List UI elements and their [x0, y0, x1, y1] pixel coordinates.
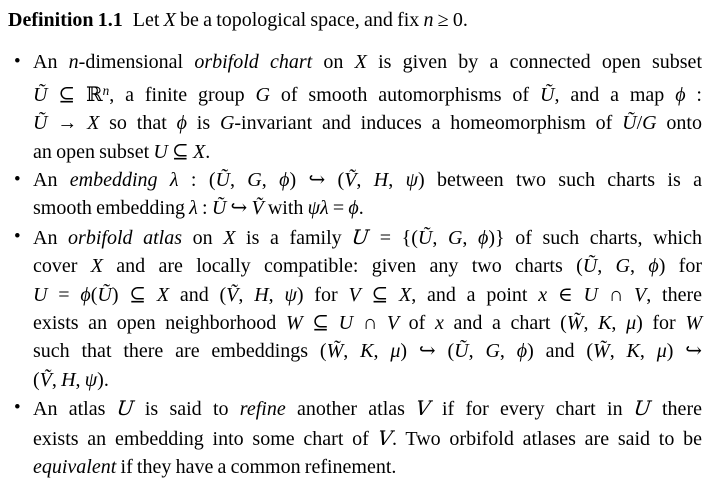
text-line — [33, 109, 702, 137]
text-segment: U — [632, 396, 653, 421]
text-segment: . — [205, 140, 211, 163]
text-segment: An atlas — [33, 398, 117, 421]
text-segment: refine — [239, 398, 286, 421]
text-segment: = — [328, 197, 349, 220]
text-line — [33, 424, 702, 453]
text-segment: ( — [33, 368, 40, 391]
text-segment: , — [229, 168, 248, 191]
text-segment: equivalent — [33, 456, 117, 479]
text-line — [33, 223, 702, 252]
text-segment: , — [51, 368, 62, 391]
text-segment: U — [33, 283, 48, 306]
text-segment: orbifold chart — [194, 51, 313, 74]
text-segment: and a chart ( — [443, 312, 567, 334]
text-segment: and ( — [169, 283, 227, 306]
text-segment: K — [360, 340, 374, 363]
text-segment: n — [68, 51, 79, 74]
text-segment: W̃ — [326, 340, 344, 363]
text-segment: , — [268, 283, 285, 306]
text-segment: ( — [90, 283, 98, 306]
text-segment: : — [197, 197, 212, 220]
text-line — [33, 281, 702, 309]
text-segment: )} of such charts, which — [488, 226, 702, 249]
bullet-marker-icon: • — [14, 168, 21, 190]
bullet-marker-icon: • — [14, 51, 21, 73]
text-segment: , — [583, 312, 599, 334]
text-segment: G — [219, 112, 235, 135]
text-segment: V — [414, 396, 433, 421]
text-line — [33, 453, 702, 481]
text-segment: , a finite group — [109, 83, 256, 106]
text-segment: , and a point — [411, 283, 539, 306]
text-segment: ∩ — [353, 312, 387, 334]
text-segment: , — [388, 168, 406, 191]
text-segment: ϕ — [478, 226, 489, 249]
text-line — [33, 337, 702, 365]
text-segment: G — [247, 168, 262, 191]
bullet-item-orbifold-atlas — [13, 223, 702, 394]
text-segment: Ṽ — [344, 168, 357, 191]
text-segment: on — [312, 51, 355, 74]
text-segment: Ũ — [33, 112, 48, 135]
text-segment: onto — [656, 112, 702, 135]
text-segment: ). — [97, 368, 109, 391]
text-segment: W̃ — [593, 340, 610, 363]
text-segment: with — [263, 197, 308, 220]
text-segment: there — [650, 398, 702, 421]
text-segment: Ṽ — [226, 283, 239, 306]
text-segment: x — [434, 312, 444, 334]
text-segment — [158, 169, 170, 191]
text-line — [33, 77, 702, 109]
text-segment: ℝ — [86, 81, 103, 106]
text-segment: ) ⊆ — [111, 283, 157, 306]
text-segment: is said to — [133, 398, 240, 421]
text-segment: K — [598, 312, 612, 334]
text-segment: , — [343, 340, 361, 363]
text-segment: ϕ — [675, 83, 686, 106]
text-segment: on — [182, 226, 224, 249]
text-segment: ∈ — [547, 283, 584, 306]
text-segment: / — [636, 112, 643, 135]
text-segment: U — [350, 224, 371, 249]
text-segment: X — [223, 226, 236, 249]
text-segment: ⊆ — [302, 312, 339, 334]
text-line — [33, 366, 702, 394]
text-segment: X — [87, 112, 100, 135]
text-segment: Ũ — [622, 112, 637, 135]
text-segment: is — [186, 112, 220, 135]
text-segment: . Two orbifold atlases are said to be — [392, 427, 702, 450]
text-segment: = — [47, 283, 81, 306]
text-segment: exists an embedding into some chart of — [33, 427, 378, 450]
text-segment: Definition 1.1 — [8, 9, 123, 31]
text-segment: ) ↪ ( — [289, 168, 345, 191]
text-segment: ≥ 0. — [433, 9, 468, 31]
text-segment: G — [255, 83, 270, 106]
text-segment: , — [373, 340, 391, 363]
text-segment: W̃ — [566, 312, 584, 334]
text-segment: ψ — [284, 283, 297, 306]
text-segment: , — [468, 340, 486, 363]
text-segment: V — [386, 312, 400, 334]
text-segment: an open subset — [33, 140, 154, 163]
text-segment: H — [373, 168, 389, 191]
text-segment: : — [685, 83, 702, 106]
text-segment: ) ↪ — [666, 340, 703, 363]
text-line — [33, 48, 702, 76]
text-segment: H — [61, 368, 76, 391]
text-segment: X — [192, 140, 206, 163]
text-segment: ⊆ — [167, 140, 193, 163]
text-segment: λ — [189, 197, 198, 220]
text-segment: ϕ — [80, 283, 91, 306]
text-segment: Ũ — [211, 197, 227, 220]
text-segment: An — [33, 51, 69, 74]
text-segment: ϕ — [279, 168, 290, 191]
text-segment: X — [399, 283, 412, 306]
text-segment: Ũ — [97, 283, 112, 306]
text-segment: , — [261, 168, 280, 191]
text-segment: G — [615, 255, 630, 278]
text-segment: ⊆ — [360, 283, 399, 306]
text-segment: G — [447, 226, 463, 249]
text-segment: ) between two such charts is a — [417, 168, 702, 191]
text-segment: , there — [646, 283, 703, 306]
text-segment: G — [485, 340, 500, 363]
text-segment: , — [432, 226, 448, 249]
text-segment: An — [33, 168, 70, 191]
text-segment: An — [33, 226, 69, 249]
text-segment: U — [583, 283, 598, 306]
text-segment: X — [156, 283, 170, 306]
text-segment: U — [153, 140, 168, 163]
text-segment: Ũ — [215, 168, 230, 191]
text-segment: V — [348, 283, 361, 306]
text-segment: μ — [656, 340, 667, 363]
text-segment: X — [90, 255, 103, 278]
text-segment: μ — [626, 312, 637, 334]
text-segment: cover — [33, 255, 91, 278]
text-segment: Ũ — [454, 340, 469, 363]
text-segment: -dimensional — [78, 51, 195, 74]
text-segment: embedding — [69, 168, 158, 191]
text-segment: W — [685, 312, 703, 334]
text-segment: V — [376, 425, 394, 450]
text-segment: , — [597, 255, 616, 278]
text-segment: ψ — [84, 368, 98, 391]
text-segment: Ṽ — [251, 197, 264, 220]
text-segment: Ũ — [539, 83, 555, 106]
text-segment: X — [163, 9, 176, 31]
text-segment: K — [626, 340, 640, 363]
text-segment: H — [254, 283, 269, 306]
text-segment: , — [75, 368, 85, 391]
text-segment: μ — [390, 340, 401, 363]
text-segment: ) and ( — [527, 340, 594, 363]
text-segment: such that there are embeddings ( — [33, 340, 327, 363]
definition-bullet-list — [13, 48, 702, 481]
text-segment: ) ↪ ( — [400, 340, 455, 363]
text-segment: -invariant and induces a homeomorphism of — [234, 112, 623, 135]
text-segment: , — [462, 226, 478, 249]
bullet-item-orbifold-chart — [13, 48, 702, 166]
text-segment: ↪ — [226, 197, 252, 220]
text-segment: ϕ — [648, 255, 659, 278]
text-segment: is given by a connected open subset — [366, 51, 702, 74]
text-segment: if for every chart in — [430, 398, 634, 421]
text-segment: → — [47, 112, 88, 135]
text-segment: , and a map — [554, 83, 676, 106]
text-line — [33, 394, 702, 423]
text-segment: . — [358, 197, 364, 220]
text-segment: ) for — [636, 312, 686, 334]
text-segment: G — [642, 112, 657, 135]
text-segment: ∩ — [598, 283, 635, 306]
text-segment: x — [538, 283, 548, 306]
text-segment: , — [609, 340, 627, 363]
text-segment: Ṽ — [39, 368, 52, 391]
text-line — [33, 166, 702, 194]
text-segment: of smooth automorphisms of — [269, 83, 540, 106]
text-segment: another atlas — [285, 398, 417, 421]
text-segment: so that — [99, 112, 177, 135]
text-segment: smooth embedding — [33, 197, 190, 220]
bullet-item-refine-equivalent — [13, 394, 702, 481]
text-segment: , — [238, 283, 255, 306]
text-segment: X — [354, 51, 367, 74]
text-segment: ) for — [658, 255, 702, 278]
text-line — [8, 6, 702, 34]
text-segment: ϕ — [516, 340, 528, 363]
text-segment: , — [499, 340, 517, 363]
text-segment: = {( — [369, 226, 418, 249]
text-segment: U — [338, 312, 354, 334]
bullet-marker-icon: • — [14, 225, 21, 247]
text-segment: ⊆ — [47, 83, 86, 106]
text-segment: ϕ — [176, 112, 187, 135]
text-segment: , — [356, 168, 374, 191]
text-line — [33, 252, 702, 280]
text-segment: orbifold atlas — [68, 226, 182, 249]
text-line — [33, 138, 702, 166]
bullet-item-embedding — [13, 166, 702, 223]
text-segment: ) for — [296, 283, 349, 306]
text-segment: , — [639, 340, 657, 363]
text-segment: Let — [122, 9, 164, 31]
text-segment: V — [634, 283, 647, 306]
text-segment: : ( — [178, 168, 216, 191]
text-segment: Ũ — [33, 83, 48, 106]
text-line — [33, 194, 702, 222]
text-segment: is a family — [235, 226, 353, 249]
text-segment: of — [399, 312, 435, 334]
text-segment: if they have a common refinement. — [116, 456, 397, 479]
text-segment: , — [611, 312, 627, 334]
text-segment: exists an open neighborhood — [33, 312, 286, 334]
text-segment: n — [423, 9, 434, 31]
text-segment: Ũ — [417, 226, 433, 249]
definition-heading — [8, 6, 702, 34]
text-segment: ψ — [405, 168, 418, 191]
text-segment: W — [285, 312, 303, 334]
text-segment: U — [115, 396, 136, 421]
text-segment: Ũ — [582, 255, 598, 278]
text-segment: ψλ — [307, 197, 329, 220]
text-line — [33, 309, 702, 337]
text-segment: be a topological space, and fix — [175, 9, 424, 31]
text-segment: n — [102, 82, 110, 98]
text-segment: λ — [169, 168, 179, 191]
text-segment: and are locally compatible: given any two charts ( — [102, 255, 583, 278]
text-segment: , — [630, 255, 649, 278]
bullet-marker-icon: • — [14, 397, 21, 419]
text-segment: ϕ — [348, 197, 359, 220]
